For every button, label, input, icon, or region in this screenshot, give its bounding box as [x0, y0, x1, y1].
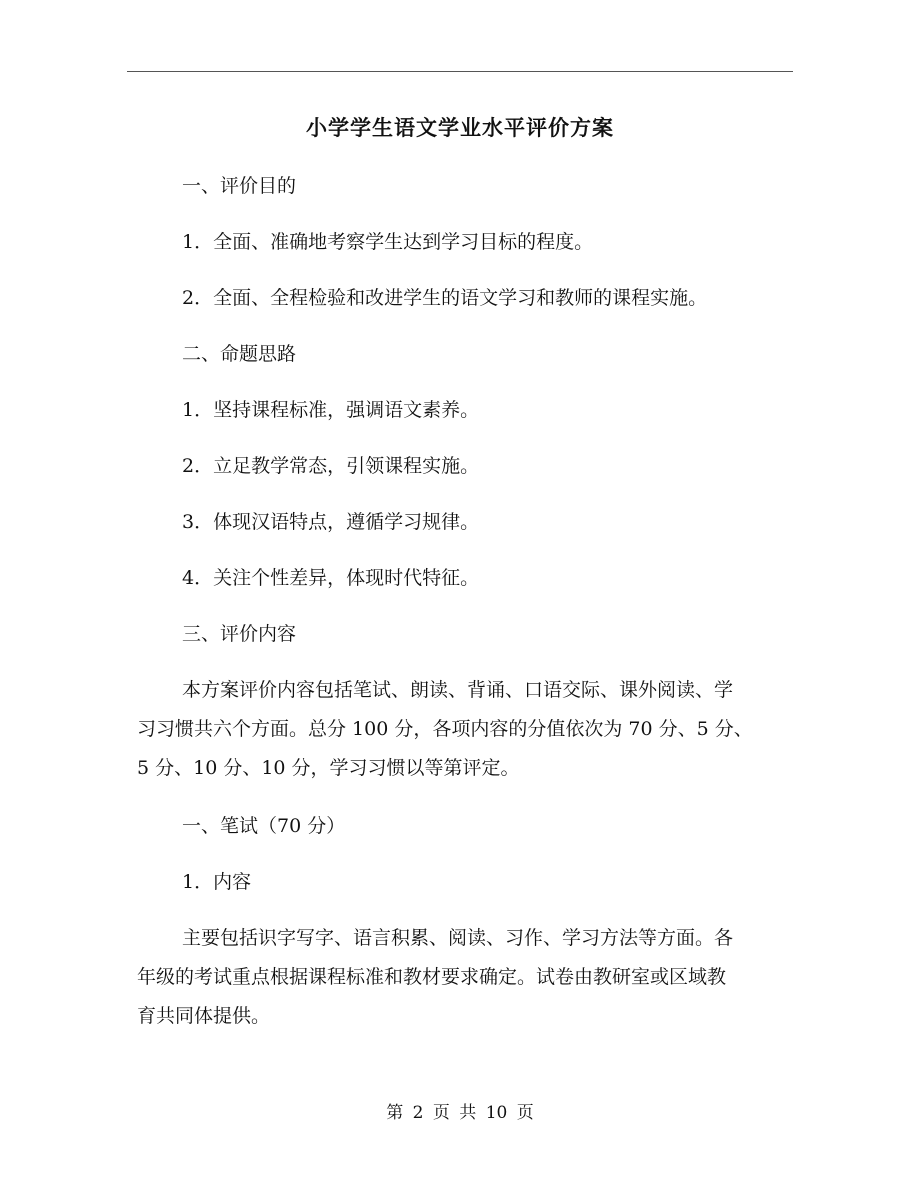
list-item: 1．坚持课程标准，强调语文素养。: [182, 399, 480, 421]
document-title: 小学学生语文学业水平评价方案: [306, 115, 614, 140]
paragraph-line: 主要包括识字写字、语言积累、阅读、习作、学习方法等方面。各: [182, 927, 734, 949]
section-heading-written-exam: 一、笔试（70 分）: [182, 815, 346, 837]
section-heading-evaluation-purpose: 一、评价目的: [182, 175, 297, 197]
paragraph-line: 育共同体提供。: [137, 1005, 271, 1027]
list-item: 2．立足教学常态，引领课程实施。: [182, 455, 480, 477]
list-item: 4．关注个性差异，体现时代特征。: [182, 567, 480, 589]
page-number-footer: 第 2 页 共 10 页: [386, 1103, 534, 1123]
paragraph-line: 年级的考试重点根据课程标准和教材要求确定。试卷由教研室或区域教: [137, 966, 727, 988]
subsection-heading-content: 1．内容: [182, 871, 252, 893]
header-rule: [127, 71, 793, 72]
list-item: 3．体现汉语特点，遵循学习规律。: [182, 511, 480, 533]
list-item: 2．全面、全程检验和改进学生的语文学习和教师的课程实施。: [182, 287, 708, 309]
list-item: 1．全面、准确地考察学生达到学习目标的程度。: [182, 231, 594, 253]
paragraph-line: 本方案评价内容包括笔试、朗读、背诵、口语交际、课外阅读、学: [182, 679, 734, 701]
paragraph-line: 习习惯共六个方面。总分 100 分，各项内容的分值依次为 70 分、5 分、: [137, 718, 753, 740]
paragraph-line: 5 分、10 分、10 分，学习习惯以等第评定。: [137, 757, 520, 779]
section-heading-evaluation-content: 三、评价内容: [182, 623, 297, 645]
section-heading-proposition-ideas: 二、命题思路: [182, 343, 297, 365]
